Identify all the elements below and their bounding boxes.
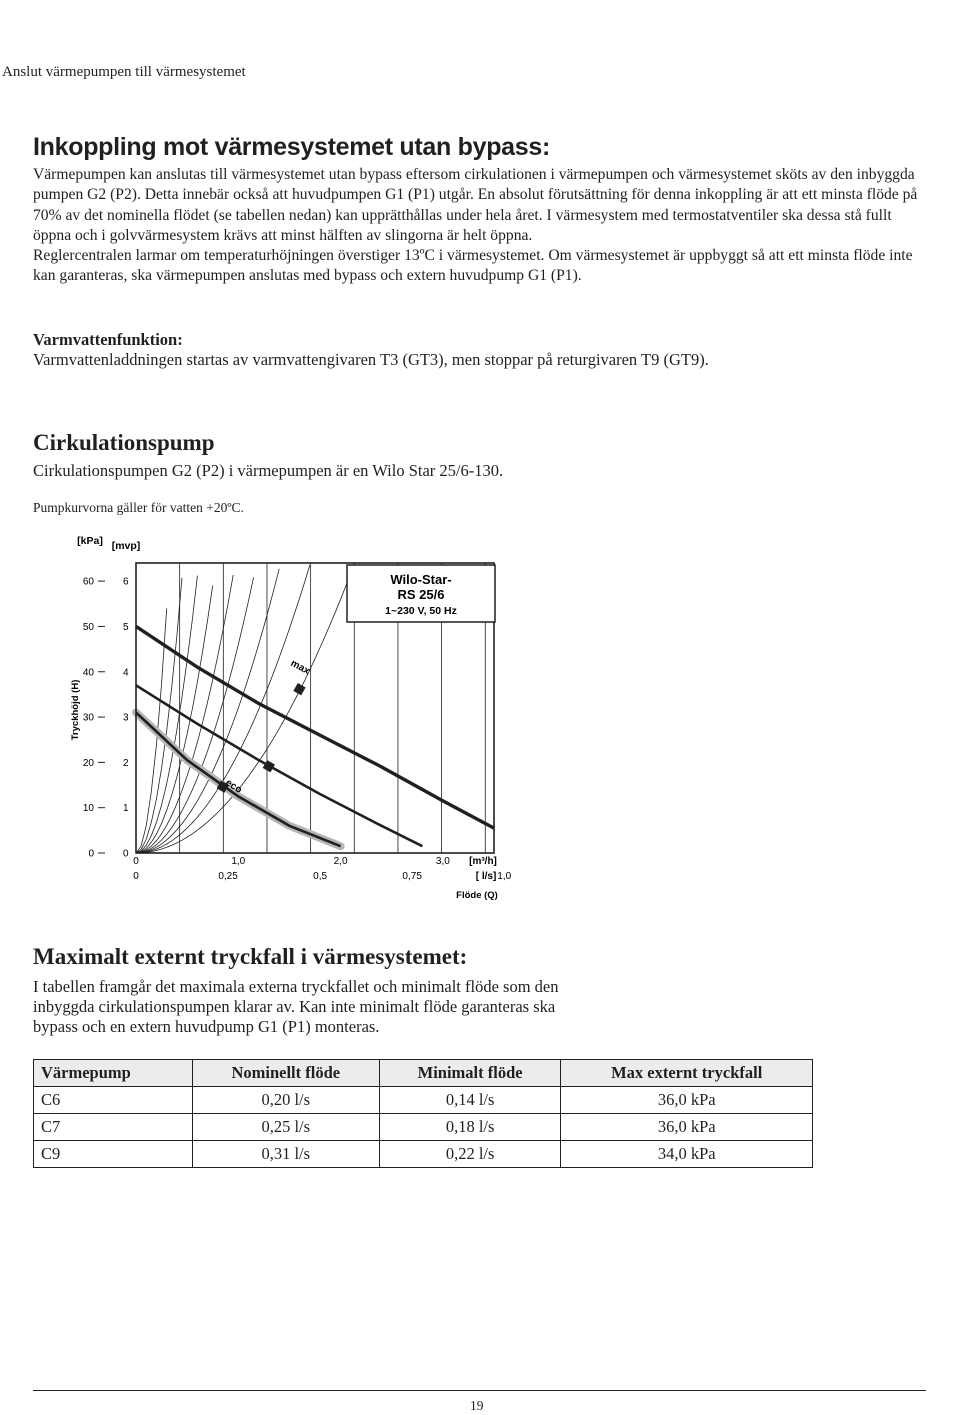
y-unit-kpa: [kPa] [77,535,103,547]
table-header-cell: Värmepump [34,1060,193,1087]
x-tick-label-ls: 0,25 [218,871,238,882]
table-cell: 36,0 kPa [561,1087,813,1114]
x-unit-ls: [ l/s] [475,871,497,882]
table-cell: 0,22 l/s [379,1141,561,1168]
legend-line-3: 1~230 V, 50 Hz [385,605,457,617]
legend-line-1: Wilo-Star- [390,572,452,587]
page-number: 19 [470,1398,484,1413]
x-ticks [133,856,511,882]
y-tick-label-mvp: 6 [123,576,129,588]
paragraph: Värmepumpen kan anslutas till värmesystemet utan bypass eftersom cirkulationen i värmepumpen och värmesystemet sköts av den inbyggda pumpen G2 (P2). Detta innebär också att huvudpumpen G1 (P1) utgår. En absolut förutsättning för denna inkoppling är att ett minsta flöde på 70% av det nominella flödet (se tabellen nedan) kan upprätthållas under hela året. I värmesystem med termostatventiler ska dessa stå fullt öppna och i golvvärmesystem krävs att minst hälften av slingorna är helt öppna. [33,166,918,244]
y-tick-label-kpa: 10 [82,803,94,815]
y-ticks [83,577,129,860]
table-cell: 0,18 l/s [379,1114,561,1141]
table-cell: 0,25 l/s [192,1114,379,1141]
y-tick-label-mvp: 0 [123,848,129,860]
table-cell: 0,20 l/s [192,1087,379,1114]
curve-marker [293,683,305,695]
x-tick-label-ls: 0 [133,871,139,882]
spec-table [33,1059,813,1168]
curve-label-eco: eco [223,777,244,796]
paragraph-varmvatten: Varmvattenladdningen startas av varmvattengivaren T3 (GT3), men stoppar på returgivaren T9 (GT9). [33,350,709,369]
y-axis-label: Tryckhöjd (H) [70,679,81,741]
y-tick-label-mvp: 4 [123,667,129,679]
y-tick-label-kpa: 50 [82,621,94,633]
section-body-bypass [33,165,933,287]
table-row [34,1114,813,1141]
system-curve [136,573,351,853]
y-tick-label-kpa: 30 [82,712,94,724]
table-row [34,1141,813,1168]
x-tick-label-m3h: 0 [133,856,139,867]
y-tick-label-mvp: 2 [123,757,129,769]
pump-curve-1 [136,626,494,828]
pump-curve-note: Pumpkurvorna gäller för vatten +20ºC. [33,500,244,515]
table-row [34,1087,813,1114]
x-tick-label-ls: 0,5 [313,871,328,882]
legend-line-2: RS 25/6 [397,587,445,602]
y-tick-label-kpa: 40 [82,667,94,679]
x-tick-label-m3h: 2,0 [333,856,348,867]
table-header-cell: Nominellt flöde [192,1060,379,1087]
y-tick-label-mvp: 5 [123,621,129,633]
y-tick-label-mvp: 3 [123,712,129,724]
paragraph-tryckfall: I tabellen framgår det maximala externa tryckfallet och minimalt flöde som den inbyggda cirkulationspumpen klarar av. Kan inte minimalt flöde garanteras ska bypass och en extern huvudpump G1 (P1) monteras. [33,977,559,1036]
y-tick-label-kpa: 60 [82,576,94,588]
legend-box [347,565,495,622]
x-axis-label: Flöde (Q) [456,890,498,901]
table-cell: 36,0 kPa [561,1114,813,1141]
y-unit-mvp: [mvp] [111,540,141,552]
table-header-cell: Minimalt flöde [379,1060,561,1087]
curve-label-max: max [288,657,312,678]
table-cell: C9 [34,1141,193,1168]
table-cell: 0,14 l/s [379,1087,561,1114]
table-cell: 0,31 l/s [192,1141,379,1168]
x-tick-label-ls: 0,75 [402,871,422,882]
x-tick-label-ls: 1,0 [497,871,512,882]
x-tick-label-m3h: 3,0 [435,856,450,867]
footer-divider [33,1390,926,1391]
table-cell: 34,0 kPa [561,1141,813,1168]
system-curve [136,576,197,853]
section-title-pump: Cirkulationspump [33,430,215,455]
table-cell: C6 [34,1087,193,1114]
subheading-varmvatten: Varmvattenfunktion: [33,330,183,349]
paragraph: Reglercentralen larmar om temperaturhöjningen överstiger 13ºC i värmesystemet. Om värmesystemet är uppbyggt så att ett minsta flöde inte kan garanteras, ska värmepumpen anslutas med bypass och extern huvudpump G1 (P1). [33,247,913,285]
section-title-bypass: Inkoppling mot värmesystemet utan bypass: [33,133,550,161]
table-cell: C7 [34,1114,193,1141]
y-tick-label-kpa: 0 [88,848,94,860]
pump-curve-chart [0,525,520,910]
y-tick-label-kpa: 20 [82,757,94,769]
paragraph-pump: Cirkulationspumpen G2 (P2) i värmepumpen är en Wilo Star 25/6-130. [33,461,504,480]
y-tick-label-mvp: 1 [123,803,129,815]
table-header-row [34,1060,813,1087]
section-title-tryckfall: Maximalt externt tryckfall i värmesystemet: [33,944,468,969]
table-header-cell: Max externt tryckfall [561,1060,813,1087]
x-unit-m3h: [m³/h] [469,856,497,867]
running-header: Anslut värmepumpen till värmesystemet [2,64,246,80]
x-tick-label-m3h: 1,0 [231,856,246,867]
